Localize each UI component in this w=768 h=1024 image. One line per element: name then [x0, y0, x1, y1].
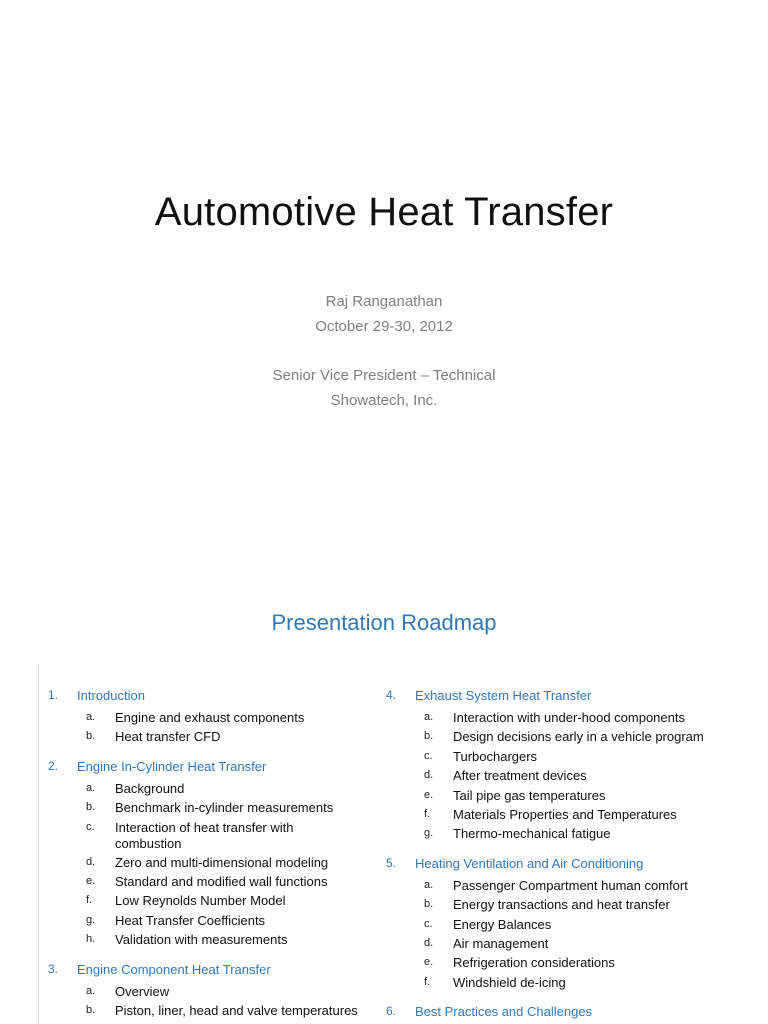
item-text: Thermo-mechanical fatigue	[453, 826, 611, 842]
item-text: Refrigeration considerations	[453, 955, 615, 971]
author-position: Senior Vice President – Technical	[272, 367, 496, 384]
item-text: Heat transfer CFD	[115, 729, 221, 745]
item-text: Energy transactions and heat transfer	[453, 897, 670, 913]
presentation-date: October 29-30, 2012	[315, 318, 453, 335]
item-letter: a.	[86, 781, 96, 794]
item-text: Zero and multi-dimensional modeling	[115, 854, 329, 870]
item-letter: b.	[424, 730, 434, 743]
section-title: Heating Ventilation and Air Conditioning	[415, 855, 644, 871]
section-number: 6.	[386, 1004, 397, 1019]
section-title: Engine Component Heat Transfer	[77, 961, 271, 977]
item-text: Interaction with under-hood components	[453, 710, 685, 725]
section-number: 5.	[386, 855, 397, 870]
item-text: Energy Balances	[453, 916, 552, 932]
item-text: Passenger Compartment human comfort	[453, 877, 688, 893]
item-text: Benchmark in-cylinder measurements	[115, 800, 334, 816]
item-letter: b.	[86, 1004, 96, 1016]
presentation-title: Automotive Heat Transfer	[154, 190, 614, 234]
section-title: Introduction	[77, 688, 145, 703]
item-letter: a.	[424, 878, 434, 891]
item-letter: b.	[424, 898, 434, 911]
item-text: Turbochargers	[453, 748, 538, 764]
section-title: Engine In-Cylinder Heat Transfer	[77, 758, 267, 774]
item-text: Design decisions early in a vehicle program	[453, 729, 704, 745]
section-number: 1.	[48, 688, 59, 702]
item-text: Validation with measurements	[115, 932, 288, 948]
item-text: Windshield de-icing	[453, 974, 566, 990]
item-text: Low Reynolds Number Model	[115, 893, 286, 909]
item-letter: f.	[424, 808, 431, 820]
section-number: 3.	[48, 961, 59, 976]
item-text: Interaction of heat transfer with combustion	[115, 819, 294, 851]
item-text: Overview	[115, 983, 170, 999]
roadmap-slide	[0, 580, 768, 1024]
item-letter: h.	[86, 933, 96, 946]
item-letter: e.	[424, 788, 434, 801]
item-text: Engine and exhaust components	[115, 710, 305, 725]
item-letter: e.	[86, 875, 96, 887]
item-letter: f.	[424, 975, 431, 988]
company-name: Showatech, Inc.	[330, 392, 438, 409]
slide-divider	[38, 664, 39, 1024]
item-text: After treatment devices	[453, 768, 587, 784]
section-title: Exhaust System Heat Transfer	[415, 688, 592, 703]
item-letter: d.	[424, 769, 434, 782]
item-text: Materials Properties and Temperatures	[453, 807, 677, 822]
item-text: Heat Transfer Coefficients	[115, 912, 266, 928]
item-letter: c.	[424, 917, 433, 930]
item-letter: a.	[86, 711, 96, 723]
item-text: Piston, liner, head and valve temperatures	[115, 1003, 358, 1018]
item-letter: c.	[424, 749, 433, 762]
author-name: Raj Ranganathan	[325, 293, 443, 310]
section-number: 2.	[48, 758, 59, 773]
item-text: Background	[115, 780, 185, 796]
item-letter: e.	[424, 956, 434, 969]
item-letter: g.	[86, 913, 96, 926]
item-letter: a.	[424, 711, 434, 723]
item-text: Standard and modified wall functions	[115, 874, 328, 889]
section-title: Best Practices and Challenges	[415, 1004, 593, 1020]
item-letter: a.	[86, 984, 96, 997]
section-number: 4.	[386, 688, 397, 702]
item-letter: g.	[424, 827, 434, 840]
roadmap-heading: Presentation Roadmap	[271, 610, 497, 635]
item-letter: b.	[86, 801, 96, 814]
item-text: Tail pipe gas temperatures	[453, 787, 606, 803]
item-letter: b.	[86, 730, 96, 743]
item-letter: d.	[86, 855, 96, 868]
item-letter: d.	[424, 937, 434, 949]
item-letter: f.	[86, 894, 93, 907]
item-text: Air management	[453, 936, 549, 951]
item-letter: c.	[86, 820, 95, 833]
